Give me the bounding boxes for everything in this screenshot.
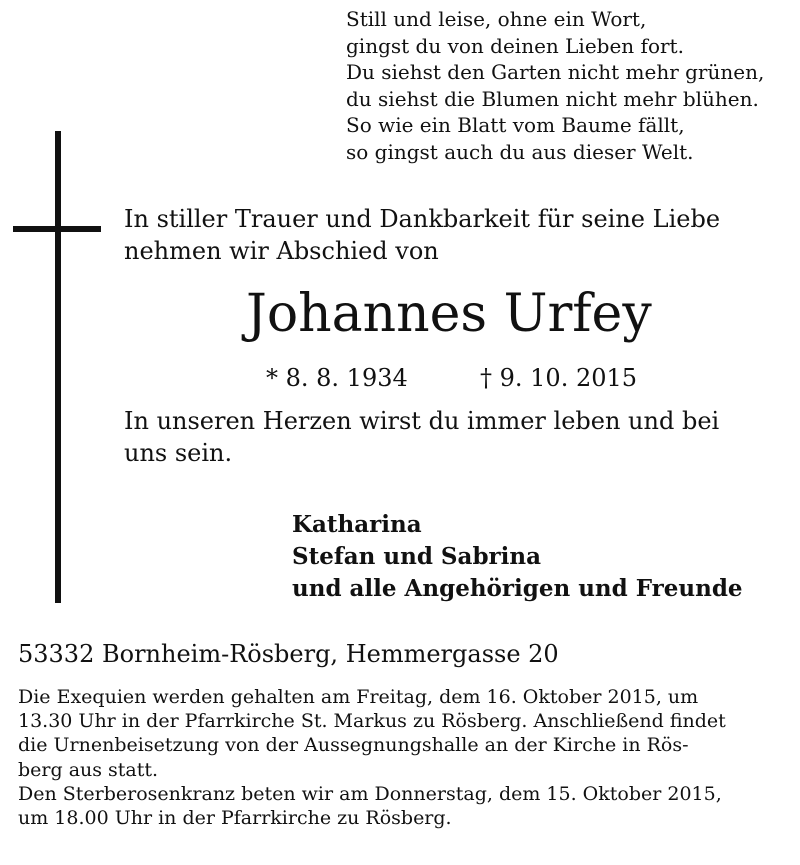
notice-line: Die Exequien werden gehalten am Freitag, dem 16. Oktober 2015, um <box>18 686 699 708</box>
mourners-list <box>292 509 743 605</box>
notice-line: 13.30 Uhr in der Pfarrkirche St. Markus zu Rösberg. Anschließend findet <box>18 710 726 733</box>
intro-line: In stiller Trauer und Dankbarkeit für seine Liebe <box>124 205 721 233</box>
poem-line: so gingst auch du aus dieser Welt. <box>346 139 694 164</box>
message-line: In unseren Herzen wirst du immer leben und bei <box>124 407 720 435</box>
intro-line: nehmen wir Abschied von <box>124 237 439 265</box>
notice-line: berg aus statt. <box>18 758 159 781</box>
mourner-name: und alle Angehörigen und Freunde <box>292 575 743 602</box>
poem-line: Du siehst den Garten nicht mehr grünen, <box>346 60 765 84</box>
poem-line: Still und leise, ohne ein Wort, <box>346 7 647 31</box>
death-date: † 9. 10. 2015 <box>480 364 638 392</box>
notice-line: um 18.00 Uhr in der Pfarrkirche zu Rösberg. <box>18 807 452 830</box>
poem-line: gingst du von deinen Lieben fort. <box>346 33 684 58</box>
poem-line: So wie ein Blatt vom Baume fällt, <box>346 113 685 137</box>
intro-text <box>124 203 794 267</box>
poem-line: du siehst die Blumen nicht mehr blühen. <box>346 86 759 111</box>
poem <box>346 6 786 165</box>
family-address: 53332 Bornheim-Rösberg, Hemmergasse 20 <box>18 640 559 668</box>
deceased-name: Johannes Urfey <box>246 284 652 344</box>
cross-icon-crossbar <box>13 226 101 232</box>
cross-icon <box>55 131 61 603</box>
funeral-notice <box>18 685 788 830</box>
birth-date: * 8. 8. 1934 <box>266 364 408 392</box>
mourner-name: Katharina <box>292 511 422 538</box>
remembrance-message <box>124 405 794 469</box>
notice-line: die Urnenbeisetzung von der Aussegnungshalle an der Kirche in Rös- <box>18 734 689 757</box>
mourner-name: Stefan und Sabrina <box>292 543 542 570</box>
notice-line: Den Sterberosenkranz beten wir am Donnerstag, dem 15. Oktober 2015, <box>18 782 722 805</box>
message-line: uns sein. <box>124 439 233 467</box>
